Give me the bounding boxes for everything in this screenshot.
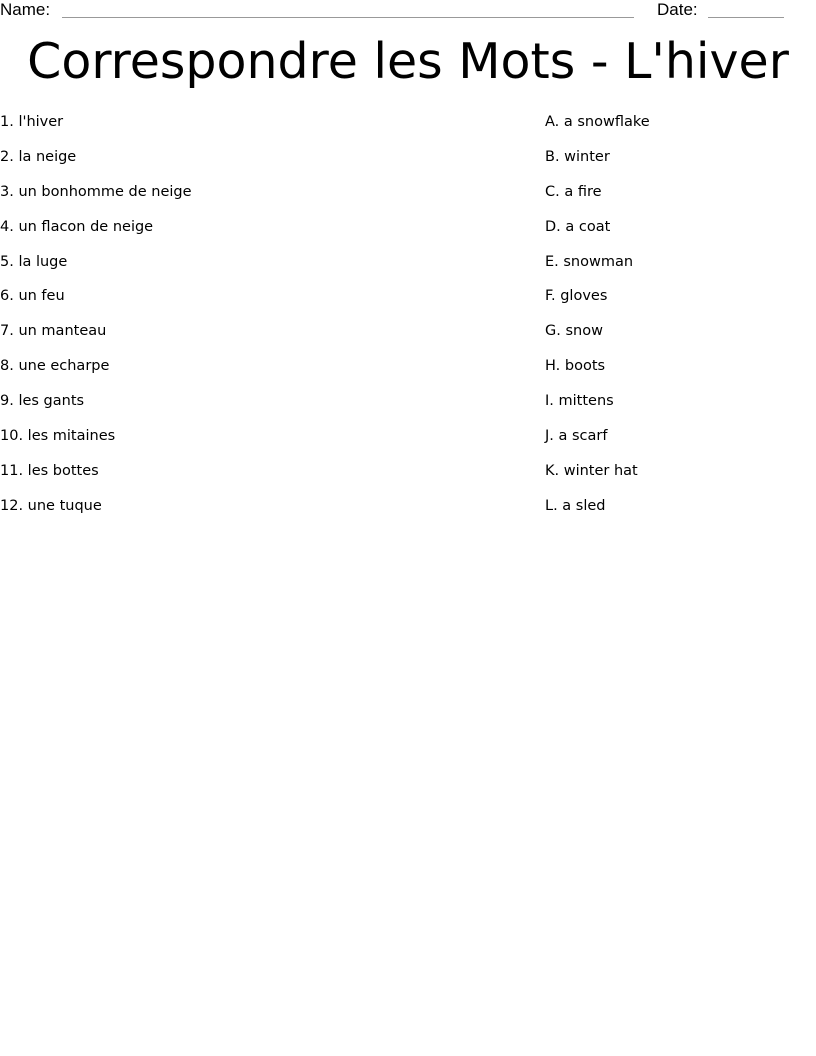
- name-label: Name:: [0, 0, 51, 19]
- english-word-item: J. a scarf: [545, 428, 608, 445]
- english-word-item: E. snowman: [545, 253, 634, 270]
- date-label: Date:: [657, 0, 698, 19]
- english-word-item: C. a fire: [545, 183, 602, 200]
- french-word-item: 5. la luge: [0, 253, 68, 270]
- english-word-item: L. a sled: [545, 497, 606, 514]
- english-word-item: F. gloves: [545, 288, 608, 305]
- french-word-item: 10. les mitaines: [0, 428, 116, 445]
- page-title: Correspondre les Mots - L'hiver: [27, 33, 789, 90]
- english-word-item: A. a snowflake: [545, 114, 650, 130]
- french-word-item: 7. un manteau: [0, 323, 107, 340]
- french-word-item: 9. les gants: [0, 393, 85, 410]
- french-word-item: 1. l'hiver: [0, 114, 64, 130]
- french-word-item: 6. un feu: [0, 288, 65, 305]
- english-word-list: [545, 112, 805, 531]
- english-word-item: B. winter: [545, 148, 610, 165]
- french-word-item: 8. une echarpe: [0, 358, 110, 375]
- french-word-item: 12. une tuque: [0, 497, 102, 514]
- english-word-item: H. boots: [545, 358, 606, 375]
- name-blank-line: [62, 17, 634, 18]
- french-word-item: 11. les bottes: [0, 462, 99, 479]
- french-word-list: [0, 112, 500, 531]
- english-word-item: I. mittens: [545, 393, 614, 410]
- english-word-item: K. winter hat: [545, 462, 638, 479]
- date-blank-line: [708, 17, 784, 18]
- english-word-item: G. snow: [545, 323, 603, 340]
- french-word-item: 2. la neige: [0, 148, 77, 165]
- header-row: [0, 0, 816, 22]
- french-word-item: 3. un bonhomme de neige: [0, 183, 192, 200]
- english-word-item: D. a coat: [545, 218, 611, 235]
- french-word-item: 4. un flacon de neige: [0, 218, 154, 235]
